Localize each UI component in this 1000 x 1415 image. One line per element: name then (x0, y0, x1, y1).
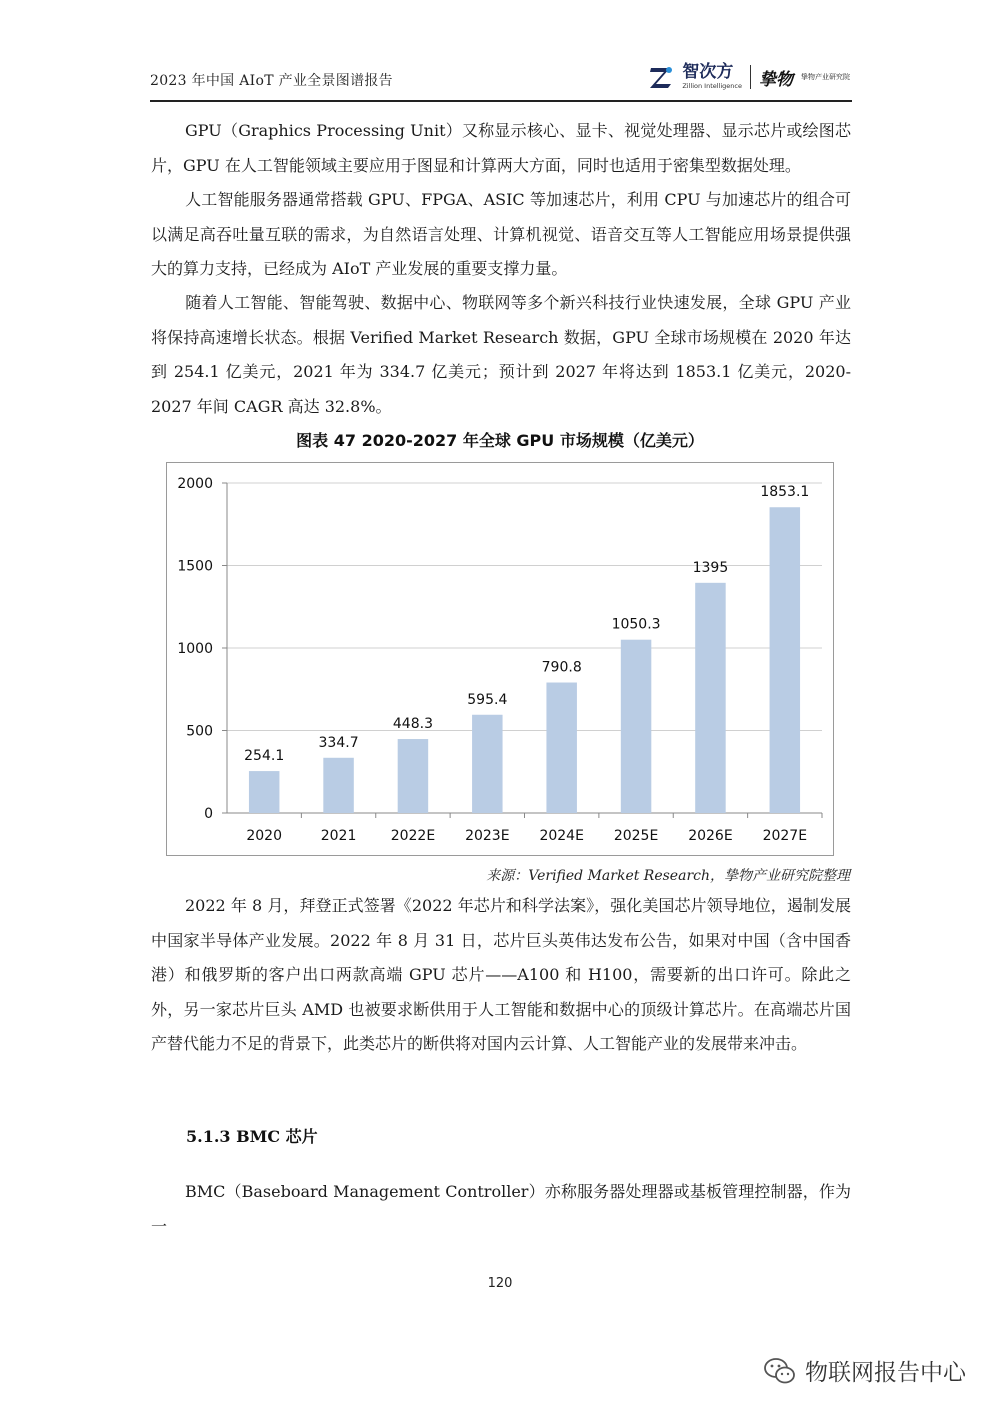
watermark-text: 物联网报告中心 (805, 1360, 966, 1386)
header-rule (150, 100, 852, 102)
bar (249, 771, 279, 813)
section-heading: 5.1.3 BMC 芯片 (186, 1127, 318, 1146)
watermark (763, 1354, 966, 1387)
x-tick-label: 2026E (688, 828, 733, 844)
bar (398, 739, 428, 813)
y-tick-label: 500 (186, 723, 213, 740)
paragraph-gpu-market: 随着人工智能、智能驾驶、数据中心、物联网等多个新兴科技行业快速发展，全球 GPU 产业将保持高速增长状态。根据 Verified Market Research 数据，GPU 全球市场规模在 2020 年达到 254.1 亿美元，2021 年为 334.7 亿美元；预计到 2027 年将达到 1853.1 亿美元，2020-2027 年间 CAGR 高达 32.8%。 (151, 293, 851, 416)
logo2-text: 挚物产业研究院 (801, 73, 850, 81)
zillion-logo-icon (648, 64, 674, 90)
bar (770, 507, 800, 813)
bar (323, 758, 353, 813)
report-title: 2023 年中国 AIoT 产业全景图谱报告 (150, 73, 393, 89)
x-tick-label: 2022E (390, 828, 436, 844)
gpu-market-bar-chart (166, 462, 834, 856)
paragraph-bmc: BMC（Baseboard Management Controller）亦称服务器处理器或基板管理控制器，作为一 (151, 1182, 851, 1236)
data-label: 1853.1 (760, 484, 810, 501)
wechat-icon (763, 1356, 797, 1386)
bar (546, 683, 576, 813)
bar (472, 715, 502, 813)
y-tick-label: 1500 (177, 558, 213, 575)
zillion-logo-text (682, 64, 742, 90)
y-tick-label: 0 (204, 806, 213, 822)
page-number: 120 (487, 1276, 513, 1291)
figure-source: 来源：Verified Market Research，挚物产业研究院整理 (486, 868, 850, 884)
logo-separator (750, 65, 751, 89)
data-label: 334.7 (318, 734, 359, 751)
data-label: 254.1 (244, 748, 285, 765)
data-label: 1050.3 (611, 616, 661, 633)
x-tick-label: 2023E (465, 828, 510, 844)
data-label: 448.3 (392, 716, 433, 733)
x-tick-label: 2020 (246, 828, 283, 844)
x-tick-label: 2025E (613, 828, 659, 844)
paragraph-chip-act: 2022 年 8 月，拜登正式签署《2022 年芯片和科学法案》，强化美国芯片领导地位，遏制发展中国家半导体产业发展。2022 年 8 月 31 日，芯片巨头英伟达发布公告，如果对中国（含中国香港）和俄罗斯的客户出口两款高端 GPU 芯片——A100 和 H100，需要新的出口许可。除此之外，另一家芯片巨头 AMD 也被要求断供用于人工智能和数据中心的顶级计算芯片。在高端芯片国产替代能力不足的背景下，此类芯片的断供将对国内云计算、人工智能产业的发展带来冲击。 (151, 896, 851, 1053)
data-label: 790.8 (541, 659, 582, 676)
data-label: 595.4 (467, 691, 508, 708)
x-tick-label: 2027E (762, 828, 808, 844)
x-tick-label: 2024E (539, 828, 584, 844)
logo1-cn: 智次方 (682, 62, 734, 83)
page-header (150, 62, 850, 102)
logo1-en: Zillion Intelligence (682, 82, 742, 91)
y-tick-label: 2000 (177, 476, 213, 492)
zhiwu-logo-icon: 挚物 (759, 69, 793, 90)
y-tick-label: 1000 (177, 641, 213, 657)
data-label: 1395 (692, 559, 729, 576)
paragraph-ai-server: 人工智能服务器通常搭载 GPU、FPGA、ASIC 等加速芯片，利用 CPU 与加速芯片的组合可以满足高吞吐量互联的需求，为自然语言处理、计算机视觉、语音交互等人工智能应用场景提供强大的算力支持，已经成为 AIoT 产业发展的重要支撑力量。 (151, 190, 851, 278)
paragraph-gpu-definition: GPU（Graphics Processing Unit）又称显示核心、显卡、视觉处理器、显示芯片或绘图芯片，GPU 在人工智能领域主要应用于图显和计算两大方面，同时也适用于密集型数据处理。 (151, 121, 851, 175)
bar (695, 583, 725, 813)
x-tick-label: 2021 (320, 828, 357, 844)
header-logos (648, 64, 850, 90)
bar (621, 640, 651, 813)
figure-caption: 图表 47 2020-2027 年全球 GPU 市场规模（亿美元） (296, 431, 704, 450)
